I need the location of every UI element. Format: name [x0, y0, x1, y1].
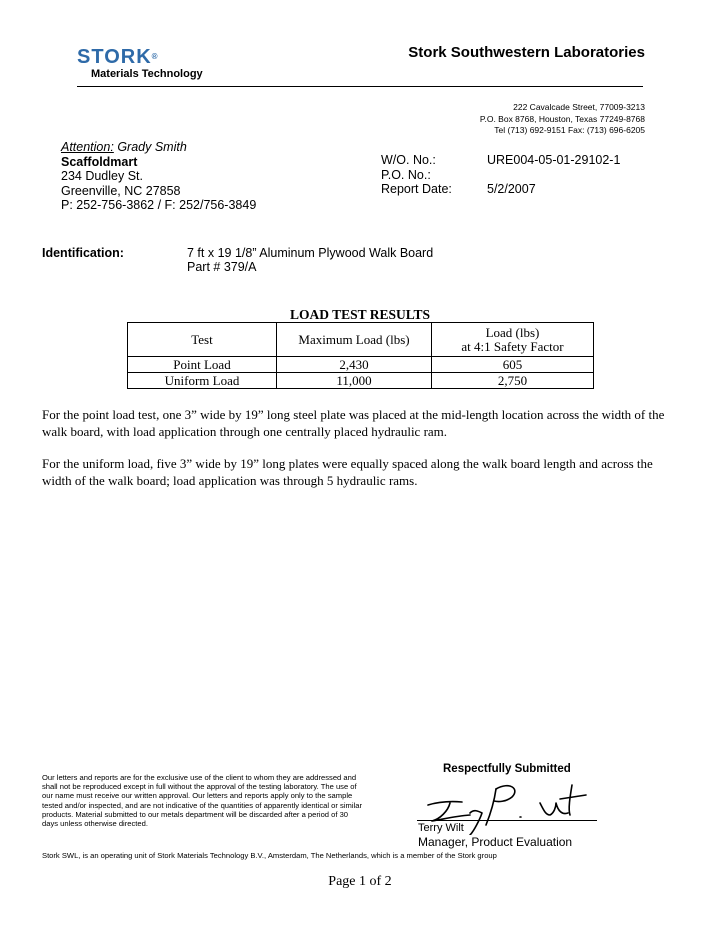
respectfully-submitted: Respectfully Submitted	[443, 763, 571, 775]
client-city: Greenville, NC 27858	[61, 183, 181, 198]
uniform-load-description: For the uniform load, five 3” wide by 19” long plates were equally spaced along the walk board length and across the width of the walk board; load application was through 5 hydraulic rams.	[42, 456, 653, 488]
table-cell: Point Load	[128, 357, 277, 373]
signer-title: Manager, Product Evaluation	[418, 835, 573, 849]
results-title: LOAD TEST RESULTS	[289, 307, 431, 322]
identification-part: Part # 379/A	[187, 260, 257, 274]
wo-value: URE004-05-01-29102-1	[487, 153, 621, 167]
table-cell: 2,750	[432, 373, 594, 389]
client-address-block	[61, 140, 256, 213]
order-values	[487, 153, 620, 197]
column-header-line: Load (lbs)	[485, 324, 540, 340]
table-row	[128, 373, 594, 389]
table-cell: 2,430	[277, 357, 432, 373]
identification-value	[187, 246, 433, 274]
attention-line	[61, 140, 256, 155]
wo-label: W/O. No.:	[381, 153, 436, 167]
report-date-value: 5/2/2007	[487, 182, 536, 196]
registered-mark: ®	[151, 52, 159, 61]
order-labels	[381, 153, 452, 197]
logo-subtitle: Materials Technology	[91, 68, 203, 80]
address-line: Tel (713) 692-9151 Fax: (713) 696-6205	[494, 125, 645, 135]
table-row	[128, 357, 594, 373]
address-line: P.O. Box 8768, Houston, Texas 77249-8768	[479, 113, 645, 124]
column-header	[432, 323, 594, 357]
lab-address	[480, 102, 645, 137]
signature-line	[417, 820, 597, 821]
po-value	[487, 168, 620, 183]
column-header-line: at 4:1 Safety Factor	[461, 338, 564, 354]
identification-line: 7 ft x 19 1/8” Aluminum Plywood Walk Board	[187, 246, 434, 260]
client-street: 234 Dudley St.	[61, 169, 143, 183]
report-date-label: Report Date:	[381, 182, 452, 196]
column-header: Test	[128, 323, 277, 357]
company-note: Stork SWL, is an operating unit of Stork Materials Technology B.V., Amsterdam, The Netherlands, which is a member of the Stork group	[42, 851, 497, 860]
point-load-description: For the point load test, one 3” wide by 19” long steel plate was placed at the mid-length location across the width of the walk board, with load application through one centrally placed hydraulic ram.	[42, 407, 665, 439]
attention-label: Attention:	[61, 140, 114, 154]
po-label: P.O. No.:	[381, 167, 431, 182]
table-cell: Uniform Load	[128, 373, 277, 389]
load-test-table	[127, 322, 594, 389]
table-cell: 11,000	[277, 373, 432, 389]
lab-name: Stork Southwestern Laboratories	[408, 44, 645, 61]
address-line: 222 Cavalcade Street, 77009-3213	[513, 102, 645, 112]
table-cell: 605	[432, 357, 594, 373]
table-header-row	[128, 323, 594, 357]
stork-logo	[77, 47, 159, 67]
attention-name: Grady Smith	[117, 140, 187, 154]
client-phone: P: 252-756-3862 / F: 252/756-3849	[61, 198, 257, 212]
disclaimer-text: Our letters and reports are for the exclusive use of the client to whom they are addressed and shall not be reproduced except in full without the approval of the testing laboratory. The use of our name must receive our written approval. Our letters and reports apply only to the sample tested and/or inspected, and are not indicative of the quantities of apparently identical or similar products. Material submitted to our metals department will be discarded after a period of 30 days unless otherwise directed.	[42, 773, 362, 829]
signer-name: Terry Wilt	[418, 822, 464, 834]
header-divider	[77, 86, 643, 87]
client-company: Scaffoldmart	[61, 154, 138, 169]
page-number: Page 1 of 2	[328, 874, 392, 889]
identification-label: Identification:	[42, 246, 124, 260]
column-header: Maximum Load (lbs)	[277, 323, 432, 357]
logo-wordmark: STORK	[77, 46, 152, 68]
